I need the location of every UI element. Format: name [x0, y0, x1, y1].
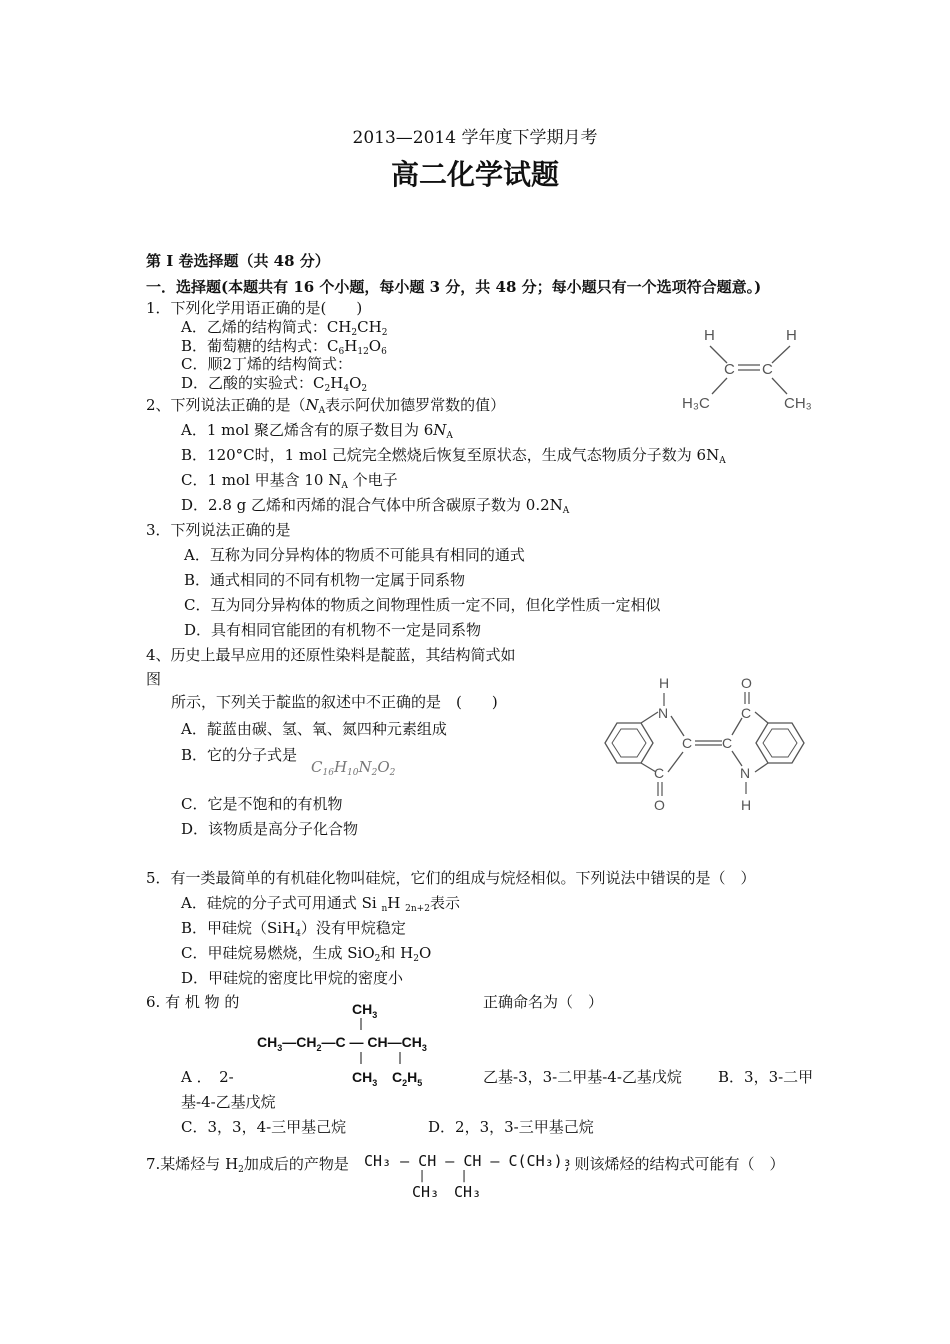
- q4-molecular-formula: $C_{16}H_{10}N_2O_2$: [311, 758, 396, 778]
- atom-c: C: [722, 735, 733, 751]
- atom-ch3: H₃C: [682, 395, 710, 412]
- atom-ch3: CH₃: [784, 395, 812, 412]
- q1-option-c: C．顺2丁烯的结构简式：: [181, 355, 353, 373]
- atom-c: C: [724, 361, 735, 378]
- q7-stem-pre: 7.某烯烃与 $H_2$加成后的产物是: [146, 1155, 349, 1175]
- q5-stem: 5．有一类最简单的有机硅化物叫硅烷，它们的组成与烷烃相似。下列说法中错误的是（ ）: [146, 869, 756, 887]
- atom-h: H: [659, 675, 670, 691]
- atom-c: C: [682, 735, 693, 751]
- q5-option-b: B．甲硅烷（SiH$_4$）没有甲烷稳定: [181, 919, 406, 939]
- q3-option-c: C．互为同分异构体的物质之间物理性质一定不同，但化学性质一定相似: [184, 596, 661, 614]
- atom-c: C: [762, 361, 773, 378]
- q4-option-d: D．该物质是高分子化合物: [181, 820, 359, 838]
- q6-structure: [255, 996, 475, 1091]
- atom-n: N: [658, 705, 669, 721]
- q5-option-c: C．甲硅烷易燃烧，生成 SiO$_2$和 $H_2O$: [181, 944, 432, 964]
- struct-ch3-bottom: $CH_3$: [352, 1069, 378, 1088]
- section-heading: 第 I 卷选择题（共 48 分）: [146, 252, 330, 270]
- exam-term: 2013—2014 学年度下学期月考: [352, 128, 598, 148]
- q5-option-a: A．硅烷的分子式可用通式 Si $_n$H $_{2n+2}$表示: [181, 894, 460, 914]
- q7-stem-post: , 则该烯烃的结构式可能有（ ）: [565, 1155, 785, 1173]
- q4-stem-line3: 所示，下列关于靛监的叙述中不正确的是 ( ): [171, 693, 498, 711]
- q3-option-a: A．互称为同分异构体的物质不可能具有相同的通式: [184, 546, 525, 564]
- q6-option-a-pre: A ． 2-: [181, 1068, 234, 1086]
- q6-option-c: C．3，3，4-三甲基己烷: [181, 1118, 347, 1136]
- q7-product-structure: [364, 1150, 572, 1172]
- q7-struct-sub1: CH₃: [412, 1183, 440, 1201]
- atom-o: O: [654, 797, 665, 813]
- q4-option-c: C．它是不饱和的有机物: [181, 795, 343, 813]
- q4-stem-line2: 图: [146, 670, 162, 688]
- q2-option-d: D．2.8 g 乙烯和丙烯的混合气体中所含碳原子数为 $0.2N_A$: [181, 496, 570, 516]
- q4-option-b: B．它的分子式是: [181, 746, 298, 764]
- q1-stem: 1．下列化学用语正确的是( ): [146, 299, 363, 317]
- atom-c: C: [654, 765, 665, 781]
- cis-2-butene-structure: [672, 318, 832, 418]
- q6-option-b-cont: 基-4-乙基戊烷: [181, 1093, 276, 1111]
- q1-option-b: B．葡萄糖的结构式：$C_6H_{12}O_6$: [181, 337, 387, 357]
- atom-c: C: [741, 705, 752, 721]
- q6-option-d: D．2，3，3-三甲基己烷: [428, 1118, 594, 1136]
- q1-option-a: A．乙烯的结构简式：$CH_2CH_2$: [181, 318, 388, 338]
- q6-option-a-post: 乙基-3，3-二甲基-4-乙基戊烷: [483, 1068, 682, 1086]
- q2-option-b: B．120°C时，1 mol 己烷完全燃烧后恢复至原状态，生成气态物质分子数为 $6N_A$: [181, 446, 726, 466]
- struct-ethyl: $C_2H_5$: [392, 1069, 423, 1088]
- q7-struct-sub2: CH₃: [454, 1183, 482, 1201]
- q6-stem-pre: 6. 有 机 物 的: [146, 993, 240, 1011]
- q4-option-a: A．靛蓝由碳、氢、氧、氮四种元素组成: [181, 720, 447, 738]
- q2-option-a: A．1 mol 聚乙烯含有的原子数目为 $6N_A$: [181, 421, 453, 441]
- q3-stem: 3．下列说法正确的是: [146, 521, 291, 539]
- atom-h: H: [741, 797, 752, 813]
- q5-option-d: D．甲硅烷的密度比甲烷的密度小: [181, 969, 404, 987]
- section-instruction: 一．选择题(本题共有 16 个小题，每小题 3 分，共 48 分；每小题只有一个选项符合题意。): [146, 278, 762, 296]
- q6-stem-post: 正确命名为（ ）: [483, 993, 604, 1011]
- atom-h: H: [786, 327, 797, 344]
- q4-stem-line1: 4、历史上最早应用的还原性染料是靛蓝，其结构简式如: [146, 646, 516, 664]
- q7-struct-main: CH₃ — CH — CH — C(CH₃)₃: [364, 1152, 572, 1170]
- q2-option-c: C．1 mol 甲基含 10 $N_A$ 个电子: [181, 471, 398, 491]
- q3-option-d: D．具有相同官能团的有机物不一定是同系物: [184, 621, 482, 639]
- atom-h: H: [704, 327, 715, 344]
- q1-option-d: D．乙酸的实验式：$C_2H_4O_2$: [181, 374, 368, 394]
- q6-option-b: B．3，3-二甲: [718, 1068, 814, 1086]
- struct-ch3-top: $CH_3$: [352, 1001, 378, 1020]
- q2-stem: 2、下列说法正确的是（$N_A$表示阿伏加德罗常数的值）: [146, 396, 506, 416]
- atom-o: O: [741, 675, 752, 691]
- q7-struct-branch-line1: |: [420, 1168, 425, 1182]
- exam-title: 高二化学试题: [390, 158, 559, 191]
- indigo-structure: [600, 668, 815, 818]
- atom-n: N: [740, 765, 751, 781]
- struct-main-chain: $CH_3—CH_2—C$ — $CH—CH_3$: [257, 1034, 427, 1053]
- q7-struct-branch-line2: |: [462, 1168, 467, 1182]
- q3-option-b: B．通式相同的不同有机物一定属于同系物: [184, 571, 466, 589]
